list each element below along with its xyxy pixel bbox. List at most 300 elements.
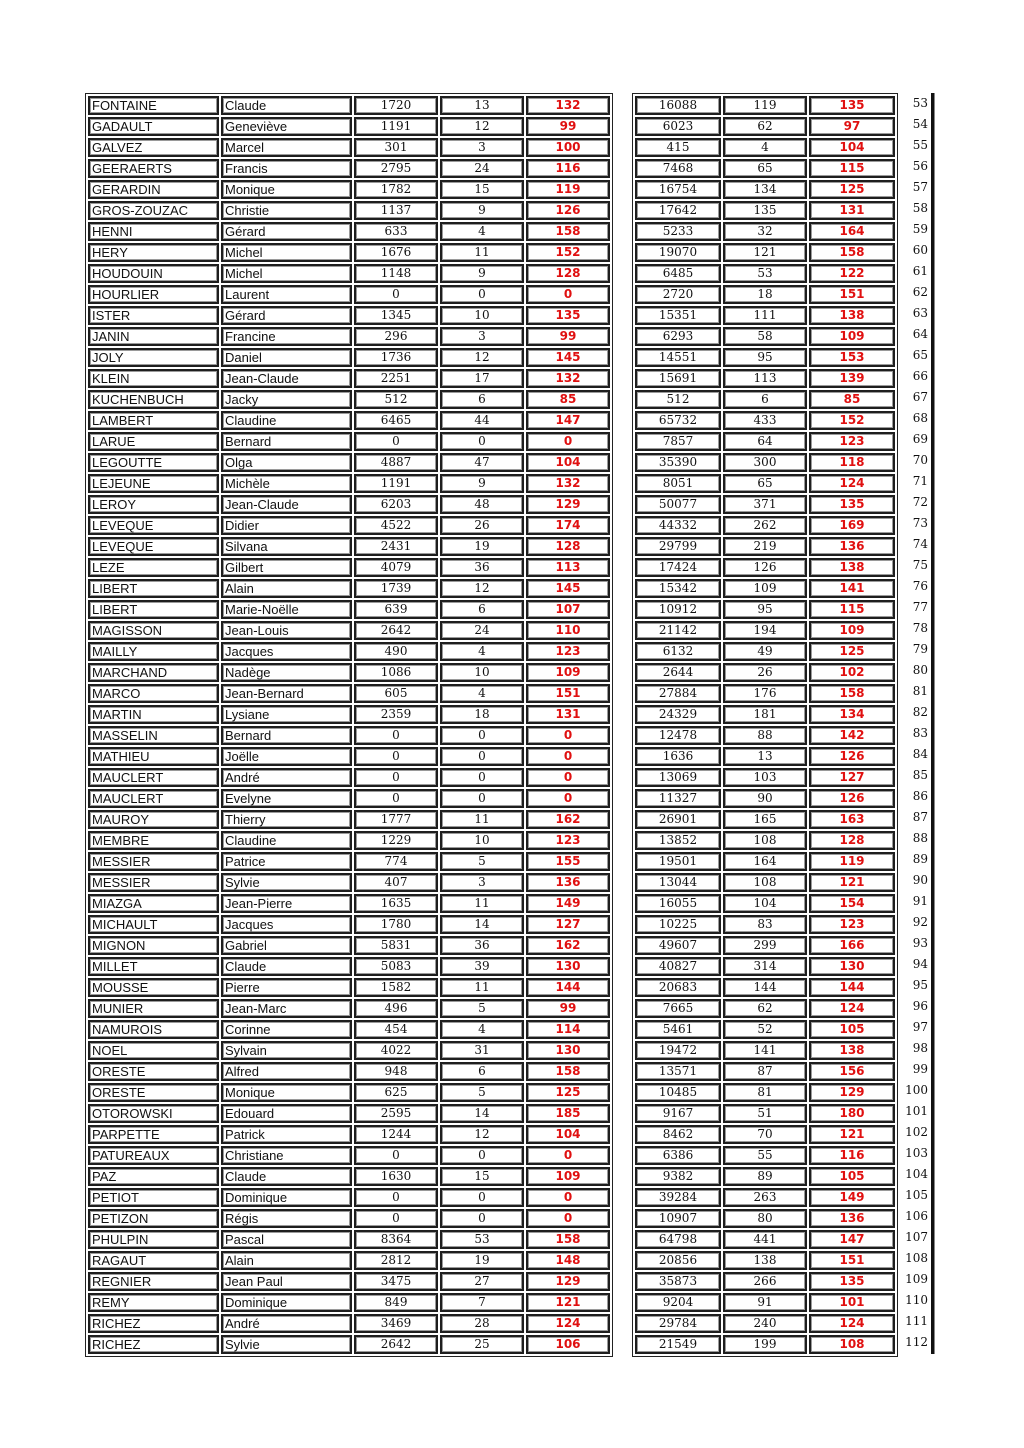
total-value-cell: 14551: [635, 348, 721, 367]
count-cell: 3: [440, 327, 524, 346]
total-value-cell: 64798: [635, 1230, 721, 1249]
rank-number: 71: [912, 474, 928, 488]
last-name-cell: LARUE: [88, 432, 219, 451]
total-average-cell: 115: [809, 159, 895, 178]
last-name-cell: MARCO: [88, 684, 219, 703]
total-average-cell: 85: [809, 390, 895, 409]
first-name-cell: Thierry: [221, 810, 352, 829]
first-name-cell: Jean-Marc: [221, 999, 352, 1018]
total-average-cell: 136: [809, 537, 895, 556]
table-row: [635, 936, 895, 955]
table-row: [635, 159, 895, 178]
rank-number: 81: [912, 684, 928, 698]
last-name-cell: MILLET: [88, 957, 219, 976]
table-row: [635, 1272, 895, 1291]
table-row: [635, 600, 895, 619]
total-count-cell: 51: [723, 1104, 807, 1123]
total-average-cell: 108: [809, 1335, 895, 1354]
total-average-cell: 118: [809, 453, 895, 472]
table-row: [635, 1293, 895, 1312]
value-cell: 2642: [354, 1335, 438, 1354]
count-cell: 0: [440, 789, 524, 808]
table-row: [88, 684, 610, 703]
first-name-cell: Bernard: [221, 432, 352, 451]
value-cell: 1780: [354, 915, 438, 934]
total-average-cell: 163: [809, 810, 895, 829]
first-name-cell: Francine: [221, 327, 352, 346]
value-cell: 4079: [354, 558, 438, 577]
value-cell: 454: [354, 1020, 438, 1039]
last-name-cell: REMY: [88, 1293, 219, 1312]
first-name-cell: Dominique: [221, 1188, 352, 1207]
table-row: [635, 642, 895, 661]
count-cell: 0: [440, 768, 524, 787]
total-value-cell: 17642: [635, 201, 721, 220]
rank-number: 98: [912, 1041, 928, 1055]
rank-number: 88: [912, 831, 928, 845]
average-cell: 99: [526, 327, 610, 346]
value-cell: 0: [354, 768, 438, 787]
value-cell: 1630: [354, 1167, 438, 1186]
rank-number: 76: [912, 579, 928, 593]
table-row: [635, 558, 895, 577]
last-name-cell: OTOROWSKI: [88, 1104, 219, 1123]
count-cell: 15: [440, 180, 524, 199]
value-cell: 490: [354, 642, 438, 661]
total-value-cell: 21142: [635, 621, 721, 640]
last-name-cell: RICHEZ: [88, 1335, 219, 1354]
value-cell: 5831: [354, 936, 438, 955]
rank-number: 62: [912, 285, 928, 299]
first-name-cell: Pascal: [221, 1230, 352, 1249]
rank-number: 66: [912, 369, 928, 383]
table-row: [635, 96, 895, 115]
first-name-cell: Lysiane: [221, 705, 352, 724]
total-value-cell: 6023: [635, 117, 721, 136]
total-count-cell: 135: [723, 201, 807, 220]
value-cell: 0: [354, 285, 438, 304]
table-row: [88, 1125, 610, 1144]
last-name-cell: HOURLIER: [88, 285, 219, 304]
table-row: [88, 1167, 610, 1186]
table-row: [635, 390, 895, 409]
average-cell: 0: [526, 432, 610, 451]
table-row: [88, 705, 610, 724]
total-value-cell: 15691: [635, 369, 721, 388]
table-row: [635, 180, 895, 199]
total-count-cell: 121: [723, 243, 807, 262]
total-value-cell: 10907: [635, 1209, 721, 1228]
table-row: [635, 894, 895, 913]
rank-number: 95: [912, 978, 928, 992]
rank-number: 101: [905, 1104, 928, 1118]
table-row: [635, 516, 895, 535]
value-cell: 296: [354, 327, 438, 346]
table-row: [88, 873, 610, 892]
total-value-cell: 50077: [635, 495, 721, 514]
total-average-cell: 149: [809, 1188, 895, 1207]
table-row: [88, 306, 610, 325]
total-value-cell: 2644: [635, 663, 721, 682]
total-average-cell: 116: [809, 1146, 895, 1165]
last-name-cell: RICHEZ: [88, 1314, 219, 1333]
value-cell: 639: [354, 600, 438, 619]
last-name-cell: MAUCLERT: [88, 768, 219, 787]
value-cell: 1137: [354, 201, 438, 220]
value-cell: 0: [354, 432, 438, 451]
total-count-cell: 90: [723, 789, 807, 808]
total-average-cell: 138: [809, 558, 895, 577]
total-count-cell: 199: [723, 1335, 807, 1354]
table-row: [635, 1020, 895, 1039]
table-row: [635, 138, 895, 157]
average-cell: 128: [526, 264, 610, 283]
value-cell: 0: [354, 1209, 438, 1228]
last-name-cell: MESSIER: [88, 873, 219, 892]
total-average-cell: 109: [809, 327, 895, 346]
first-name-cell: Christie: [221, 201, 352, 220]
total-count-cell: 104: [723, 894, 807, 913]
total-count-cell: 87: [723, 1062, 807, 1081]
total-average-cell: 127: [809, 768, 895, 787]
table-row: [635, 1230, 895, 1249]
first-name-cell: Jacky: [221, 390, 352, 409]
count-cell: 0: [440, 1188, 524, 1207]
last-name-cell: MESSIER: [88, 852, 219, 871]
total-average-cell: 128: [809, 831, 895, 850]
table-row: [88, 999, 610, 1018]
total-value-cell: 8051: [635, 474, 721, 493]
rank-number: 53: [912, 96, 928, 110]
total-count-cell: 65: [723, 474, 807, 493]
table-row: [88, 327, 610, 346]
table-row: [635, 222, 895, 241]
average-cell: 126: [526, 201, 610, 220]
total-average-cell: 129: [809, 1083, 895, 1102]
average-cell: 85: [526, 390, 610, 409]
table-row: [88, 369, 610, 388]
total-average-cell: 125: [809, 642, 895, 661]
count-cell: 11: [440, 810, 524, 829]
table-row: [88, 138, 610, 157]
table-row: [88, 1209, 610, 1228]
rank-number: 104: [905, 1167, 928, 1181]
rank-number: 86: [912, 789, 928, 803]
total-value-cell: 10485: [635, 1083, 721, 1102]
table-row: [88, 159, 610, 178]
count-cell: 36: [440, 936, 524, 955]
rank-number: 102: [905, 1125, 928, 1139]
total-average-cell: 115: [809, 600, 895, 619]
value-cell: 1191: [354, 117, 438, 136]
total-value-cell: 10225: [635, 915, 721, 934]
average-cell: 129: [526, 1272, 610, 1291]
first-name-cell: Didier: [221, 516, 352, 535]
first-name-cell: Sylvie: [221, 873, 352, 892]
total-value-cell: 6293: [635, 327, 721, 346]
total-count-cell: 58: [723, 327, 807, 346]
count-cell: 9: [440, 264, 524, 283]
table-row: [635, 1209, 895, 1228]
last-name-cell: JOLY: [88, 348, 219, 367]
last-name-cell: GALVEZ: [88, 138, 219, 157]
total-count-cell: 18: [723, 285, 807, 304]
average-cell: 158: [526, 1230, 610, 1249]
total-count-cell: 108: [723, 831, 807, 850]
total-average-cell: 121: [809, 1125, 895, 1144]
count-cell: 6: [440, 1062, 524, 1081]
total-value-cell: 44332: [635, 516, 721, 535]
total-count-cell: 65: [723, 159, 807, 178]
last-name-cell: REGNIER: [88, 1272, 219, 1291]
first-name-cell: Laurent: [221, 285, 352, 304]
total-value-cell: 13069: [635, 768, 721, 787]
table-row: [88, 894, 610, 913]
table-row: [88, 1104, 610, 1123]
table-row: [635, 474, 895, 493]
average-cell: 147: [526, 411, 610, 430]
average-cell: 109: [526, 1167, 610, 1186]
table-row: [635, 1104, 895, 1123]
total-count-cell: 263: [723, 1188, 807, 1207]
last-name-cell: MIAZGA: [88, 894, 219, 913]
count-cell: 19: [440, 537, 524, 556]
rank-number: 100: [905, 1083, 928, 1097]
average-cell: 158: [526, 1062, 610, 1081]
first-name-cell: Sylvie: [221, 1335, 352, 1354]
total-value-cell: 10912: [635, 600, 721, 619]
first-name-cell: Monique: [221, 180, 352, 199]
total-value-cell: 15351: [635, 306, 721, 325]
rank-number: 56: [912, 159, 928, 173]
first-name-cell: Christiane: [221, 1146, 352, 1165]
table-row: [635, 831, 895, 850]
average-cell: 99: [526, 117, 610, 136]
table-row: [635, 369, 895, 388]
value-cell: 2431: [354, 537, 438, 556]
last-name-cell: LIBERT: [88, 579, 219, 598]
rank-number: 99: [912, 1062, 928, 1076]
table-row: [88, 1041, 610, 1060]
value-cell: 2251: [354, 369, 438, 388]
first-name-cell: Marcel: [221, 138, 352, 157]
total-count-cell: 176: [723, 684, 807, 703]
value-cell: 4522: [354, 516, 438, 535]
last-name-cell: FONTAINE: [88, 96, 219, 115]
total-count-cell: 88: [723, 726, 807, 745]
last-name-cell: ORESTE: [88, 1062, 219, 1081]
table-row: [635, 201, 895, 220]
last-name-cell: LIBERT: [88, 600, 219, 619]
total-value-cell: 29784: [635, 1314, 721, 1333]
total-average-cell: 134: [809, 705, 895, 724]
count-cell: 28: [440, 1314, 524, 1333]
rank-number: 83: [912, 726, 928, 740]
rank-number: 74: [912, 537, 928, 551]
total-average-cell: 131: [809, 201, 895, 220]
first-name-cell: Alain: [221, 1251, 352, 1270]
rank-number: 105: [905, 1188, 928, 1202]
first-name-cell: Michel: [221, 264, 352, 283]
table-row: [88, 579, 610, 598]
first-name-cell: Gérard: [221, 306, 352, 325]
count-cell: 14: [440, 915, 524, 934]
total-count-cell: 32: [723, 222, 807, 241]
total-count-cell: 89: [723, 1167, 807, 1186]
last-name-cell: LEZE: [88, 558, 219, 577]
average-cell: 0: [526, 1146, 610, 1165]
first-name-cell: Jean-Louis: [221, 621, 352, 640]
total-average-cell: 101: [809, 1293, 895, 1312]
total-value-cell: 24329: [635, 705, 721, 724]
value-cell: 2812: [354, 1251, 438, 1270]
table-row: [635, 810, 895, 829]
total-value-cell: 16055: [635, 894, 721, 913]
total-count-cell: 70: [723, 1125, 807, 1144]
total-average-cell: 144: [809, 978, 895, 997]
first-name-cell: Gérard: [221, 222, 352, 241]
total-value-cell: 21549: [635, 1335, 721, 1354]
total-value-cell: 6132: [635, 642, 721, 661]
total-average-cell: 142: [809, 726, 895, 745]
total-average-cell: 123: [809, 915, 895, 934]
table-row: [88, 726, 610, 745]
table-row: [88, 1146, 610, 1165]
rank-number: 63: [912, 306, 928, 320]
total-count-cell: 314: [723, 957, 807, 976]
table-row: [88, 1083, 610, 1102]
count-cell: 13: [440, 96, 524, 115]
total-average-cell: 135: [809, 1272, 895, 1291]
table-row: [635, 978, 895, 997]
total-average-cell: 124: [809, 999, 895, 1018]
total-value-cell: 5233: [635, 222, 721, 241]
table-row: [635, 768, 895, 787]
last-name-cell: MARCHAND: [88, 663, 219, 682]
value-cell: 1676: [354, 243, 438, 262]
total-average-cell: 152: [809, 411, 895, 430]
count-cell: 47: [440, 453, 524, 472]
table-row: [635, 432, 895, 451]
total-count-cell: 53: [723, 264, 807, 283]
average-cell: 125: [526, 1083, 610, 1102]
last-name-cell: MUNIER: [88, 999, 219, 1018]
rank-number: 94: [912, 957, 928, 971]
value-cell: 3475: [354, 1272, 438, 1291]
first-name-cell: Michel: [221, 243, 352, 262]
total-average-cell: 105: [809, 1167, 895, 1186]
value-cell: 0: [354, 1188, 438, 1207]
count-cell: 5: [440, 999, 524, 1018]
table-row: [635, 1146, 895, 1165]
table-row: [635, 621, 895, 640]
table-row: [635, 1251, 895, 1270]
total-count-cell: 266: [723, 1272, 807, 1291]
first-name-cell: Michèle: [221, 474, 352, 493]
table-row: [88, 348, 610, 367]
last-name-cell: GEERAERTS: [88, 159, 219, 178]
table-row: [635, 1083, 895, 1102]
total-average-cell: 135: [809, 495, 895, 514]
total-average-cell: 158: [809, 684, 895, 703]
last-name-cell: MARTIN: [88, 705, 219, 724]
rank-number: 68: [912, 411, 928, 425]
total-count-cell: 64: [723, 432, 807, 451]
table-row: [635, 495, 895, 514]
first-name-cell: Jean-Claude: [221, 369, 352, 388]
total-average-cell: 124: [809, 1314, 895, 1333]
first-name-cell: Francis: [221, 159, 352, 178]
rank-number: 59: [912, 222, 928, 236]
total-count-cell: 108: [723, 873, 807, 892]
count-cell: 48: [440, 495, 524, 514]
first-name-cell: Bernard: [221, 726, 352, 745]
count-cell: 0: [440, 1146, 524, 1165]
value-cell: 605: [354, 684, 438, 703]
average-cell: 132: [526, 369, 610, 388]
total-value-cell: 26901: [635, 810, 721, 829]
count-cell: 4: [440, 1020, 524, 1039]
table-row: [88, 411, 610, 430]
right-results-table: [632, 93, 898, 1357]
count-cell: 0: [440, 432, 524, 451]
table-row: [88, 915, 610, 934]
value-cell: 625: [354, 1083, 438, 1102]
average-cell: 145: [526, 579, 610, 598]
last-name-cell: PATUREAUX: [88, 1146, 219, 1165]
rank-number: 75: [912, 558, 928, 572]
total-count-cell: 141: [723, 1041, 807, 1060]
average-cell: 0: [526, 789, 610, 808]
last-name-cell: GROS-ZOUZAC: [88, 201, 219, 220]
table-row: [88, 558, 610, 577]
average-cell: 0: [526, 747, 610, 766]
value-cell: 8364: [354, 1230, 438, 1249]
table-row: [88, 243, 610, 262]
table-row: [635, 579, 895, 598]
table-row: [88, 474, 610, 493]
total-average-cell: 104: [809, 138, 895, 157]
table-row: [88, 516, 610, 535]
rank-number: 110: [905, 1293, 928, 1307]
count-cell: 17: [440, 369, 524, 388]
table-row: [635, 789, 895, 808]
value-cell: 849: [354, 1293, 438, 1312]
first-name-cell: Pierre: [221, 978, 352, 997]
last-name-cell: RAGAUT: [88, 1251, 219, 1270]
total-value-cell: 35873: [635, 1272, 721, 1291]
table-row: [88, 1293, 610, 1312]
total-average-cell: 119: [809, 852, 895, 871]
total-average-cell: 105: [809, 1020, 895, 1039]
average-cell: 132: [526, 474, 610, 493]
rank-number: 65: [912, 348, 928, 362]
total-count-cell: 144: [723, 978, 807, 997]
table-row: [88, 1314, 610, 1333]
value-cell: 0: [354, 1146, 438, 1165]
first-name-cell: Olga: [221, 453, 352, 472]
total-count-cell: 81: [723, 1083, 807, 1102]
total-count-cell: 52: [723, 1020, 807, 1039]
total-average-cell: 153: [809, 348, 895, 367]
table-row: [88, 495, 610, 514]
rank-number: 64: [912, 327, 928, 341]
table-row: [635, 663, 895, 682]
table-row: [635, 243, 895, 262]
table-row: [88, 537, 610, 556]
table-row: [635, 684, 895, 703]
first-name-cell: Edouard: [221, 1104, 352, 1123]
